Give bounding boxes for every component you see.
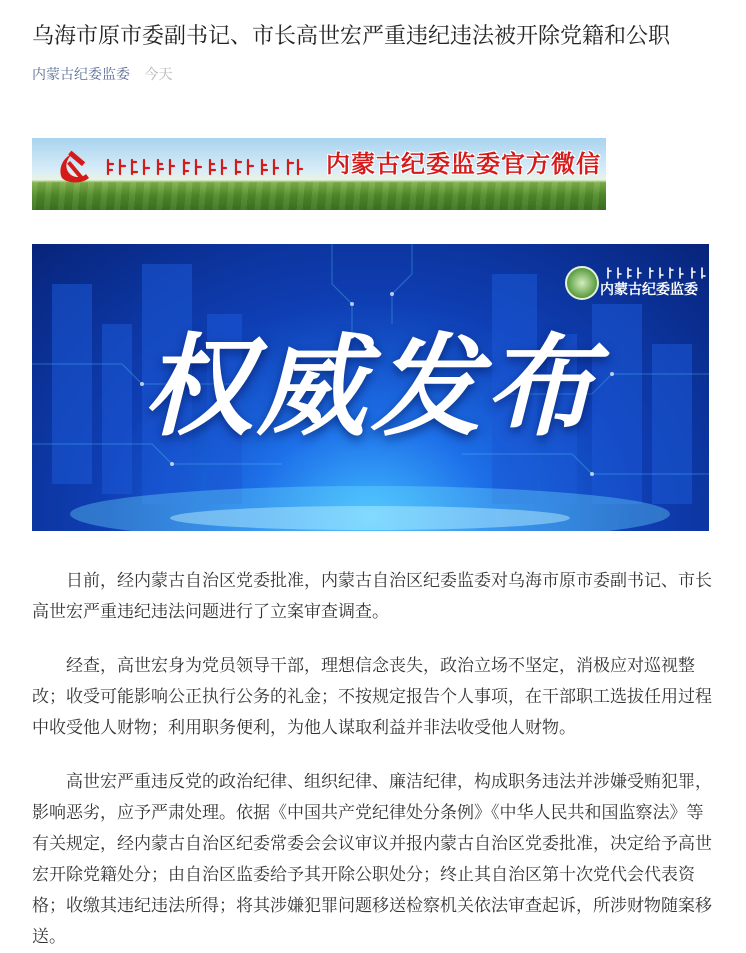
- article-paragraph: 日前，经内蒙古自治区党委批准，内蒙古自治区纪委监委对乌海市原市委副书记、市长高世宏严重违纪违法问题进行了立案审查调查。: [32, 571, 712, 622]
- article-paragraph: 高世宏严重违反党的政治纪律、组织纪律、廉洁纪律，构成职务违法并涉嫌受贿犯罪，影响恶劣，应予严肃处理。依据《中国共产党纪律处分条例》《中华人民共和国监察法》等有关规定，经内蒙古自治区纪委常委会会议审议并报内蒙古自治区党委批准，决定给予高世宏开除党籍处分；由自治区监委给予其开除公职处分；终止其自治区第十次党代会代表资格；收缴其违纪违法所得；将其涉嫌犯罪问题移送检察机关依法审查起诉，所涉财物随案移送。: [32, 772, 712, 947]
- commission-logo-text: 内蒙古纪委监委: [600, 282, 698, 298]
- commission-logo-icon: [565, 266, 599, 300]
- mongolian-script-decoration: [104, 156, 304, 178]
- publish-time: 今天: [144, 67, 173, 83]
- official-wechat-banner-text: 内蒙古纪委监委官方微信: [326, 150, 601, 178]
- authoritative-release-headline: 权威发布: [142, 323, 599, 451]
- account-name-link[interactable]: 内蒙古纪委监委: [32, 67, 130, 83]
- authoritative-release-banner: [32, 244, 709, 531]
- article-meta: [32, 64, 172, 86]
- article-title: 乌海市原市委副书记、市长高世宏严重违纪违法被开除党籍和公职: [32, 24, 671, 49]
- article-paragraph: 经查，高世宏身为党员领导干部，理想信念丧失，政治立场不坚定，消极应对巡视整改；收受可能影响公正执行公务的礼金；不按规定报告个人事项，在干部职工选拔任用过程中收受他人财物；利用职务便利，为他人谋取利益并非法收受他人财物。: [32, 656, 712, 738]
- official-wechat-banner: [32, 138, 606, 210]
- logo-mongolian-script: [604, 266, 708, 280]
- grassland-decoration: [32, 182, 606, 210]
- party-emblem-icon: [54, 148, 94, 188]
